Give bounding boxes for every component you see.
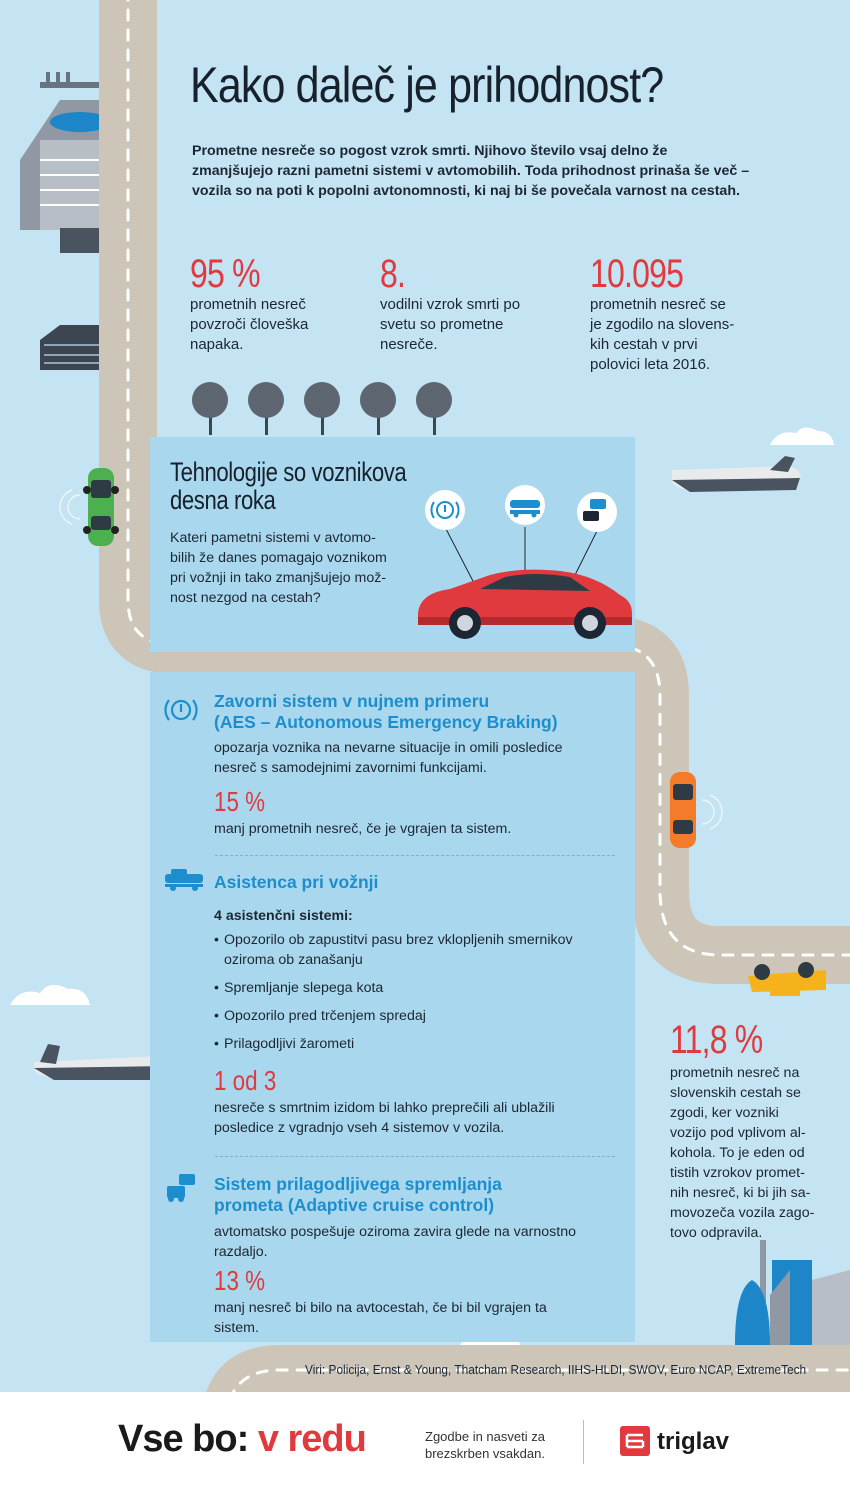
brake-icon [163,692,199,728]
stat-line: svetu so prometne [380,316,504,333]
assist-title: Asistenca pri vožnji [214,872,379,892]
assist-stat-text [214,1098,555,1138]
stat-block [590,252,734,375]
assist-stat: 1 od 3 [214,1065,277,1096]
stat-line: povzroči človeška [190,316,309,333]
stat-line: je zgodilo na slovens- [590,316,735,333]
stat-line: nesreče. [380,336,438,353]
triglav-logo-icon [620,1426,650,1456]
side-stat-line: tovo odpravila. [670,1225,763,1241]
side-stat-line: tistih vzrokov promet- [670,1165,805,1181]
tech-title [170,457,407,515]
tech-title-line: Tehnologije so voznikova [170,457,407,487]
triglav-logo-text[interactable]: triglav [657,1428,730,1455]
side-stat-text [670,1063,814,1243]
acc-title-line: Sistem prilagodljivega spremljanja [214,1174,502,1194]
assist-subtitle: 4 asistenčni sistemi: [214,908,353,924]
tow-car-icon [163,866,205,892]
brand-name[interactable] [118,1418,366,1461]
tagline-line: brezskrben vsakdan. [425,1446,545,1461]
tech-title-line: desna roka [170,485,276,515]
aes-desc-line: opozarja voznika na nevarne situacije in omili posledice [214,740,563,756]
tree-icon [192,382,452,435]
side-stat-line: kohola. To je eden od [670,1145,805,1161]
aes-desc-line: nesreč s samodejnimi zavornimi funkcijami. [214,760,487,776]
side-stat-line: slovenskih cestah se [670,1085,801,1101]
divider [583,1420,584,1464]
stat-line: kih cestah v prvi [590,336,698,353]
car-icon [60,468,119,546]
tow-car-icon [505,485,545,525]
stat-line: prometnih nesreč [190,296,306,313]
stat-line: prometnih nesreč se [590,296,726,313]
tagline-line: Zgodbe in nasveti za [425,1429,545,1444]
assist-stat-line: posledice z vgradnjo vseh 4 sistemov v vozila. [214,1120,505,1136]
brake-icon [425,490,465,530]
stat-block [190,252,308,355]
side-stat [670,1018,814,1243]
intro-text: Prometne nesreče so pogost vzrok smrti. Njihovo število vsaj delno že zmanjšujejo razni pametni sistemi v avtomobilih. Toda prihodnost prinaša še več – vozila so na poti k popolni avtonomnosti, ki naj bi še povečala varnost na cestah. [192,143,750,199]
brand-part: Vse bo: [118,1418,249,1460]
list-item: • Opozorilo ob zapustitvi pasu brez vklopljenih smernikov [214,932,573,948]
list-item-cont: oziroma ob zanašanju [224,952,363,968]
acc-stat: 13 % [214,1265,266,1296]
car-icon [670,772,722,848]
tech-desc-line: nost nezgod na cestah? [170,590,321,606]
list-item: • Opozorilo pred trčenjem spredaj [214,1008,426,1024]
assist-list [214,930,624,1054]
sources: Viri: Policija, Ernst & Young, Thatcham Research, IIHS-HLDI, SWOV, Euro NCAP, ExtremeTech [305,1363,807,1377]
side-stat-line: nih nesreč, ki bi jih sa- [670,1185,811,1201]
acc-stat-text [214,1298,547,1338]
cloud-icon [770,427,834,445]
stat-block [380,252,520,355]
aes-description [214,738,563,778]
list-item: • Prilagodljivi žarometi [214,1036,355,1052]
aes-stat: 15 % [214,786,266,817]
divider [215,1156,615,1157]
side-stat-line: zgodi, ker vozniki [670,1105,779,1121]
stat-value: 10.095 [590,252,684,296]
divider [215,855,615,856]
tech-desc-line: Kateri pametni sistemi v avtomo- [170,530,376,546]
airplane-icon [672,456,801,492]
aes-title-line: (AES – Autonomous Emergency Braking) [214,712,558,732]
stat-text [590,295,734,375]
aes-title-line: Zavorni sistem v nujnem primeru [214,691,490,711]
list-item: • Spremljanje slepega kota [214,980,384,996]
side-stat-line: prometnih nesreč na [670,1065,800,1081]
acc-description [214,1222,576,1262]
red-car-illustration [410,485,640,645]
brand-part-accent: v redu [257,1418,366,1460]
stat-line: vodilni vzrok smrti po [380,296,521,313]
cloud-icon [10,985,90,1005]
tech-description [170,528,435,608]
city-illustration [735,1240,850,1345]
acc-stat-line: sistem. [214,1320,259,1336]
stat-value: 95 % [190,252,260,296]
stat-value: 8. [380,252,406,296]
side-stat-line: movozeča vozila zago- [670,1205,815,1221]
acc-desc-line: razdaljo. [214,1244,268,1260]
stat-line: polovici leta 2016. [590,356,711,373]
acc-title-line: prometa (Adaptive cruise control) [214,1195,495,1215]
side-stat-value: 11,8 % [670,1018,763,1062]
page-title: Kako daleč je prihodnost? [190,57,664,113]
aes-stat-text: manj prometnih nesreč, če je vgrajen ta sistem. [214,821,512,837]
tagline [425,1428,575,1462]
assist-stat-line: nesreče s smrtnim izidom bi lahko preprečili ali ublažili [214,1100,555,1116]
tech-desc-line: pri vožnji in tako zmanjšujejo mož- [170,570,387,586]
acc-desc-line: avtomatsko pospešuje oziroma zavira glede na varnostno [214,1224,576,1240]
acc-stat-line: manj nesreč bi bilo na avtocestah, če bi bil vgrajen ta [214,1300,547,1316]
stat-text [380,295,520,355]
aes-title [214,691,558,733]
traffic-cars-icon [577,492,617,532]
acc-title [214,1174,502,1216]
stat-line: napaka. [190,336,244,353]
stat-text [190,295,308,355]
traffic-cars-icon [163,1172,199,1204]
side-stat-line: vozijo pod vplivom al- [670,1125,806,1141]
tech-desc-line: bilih že danes pomagajo voznikom [170,550,387,566]
